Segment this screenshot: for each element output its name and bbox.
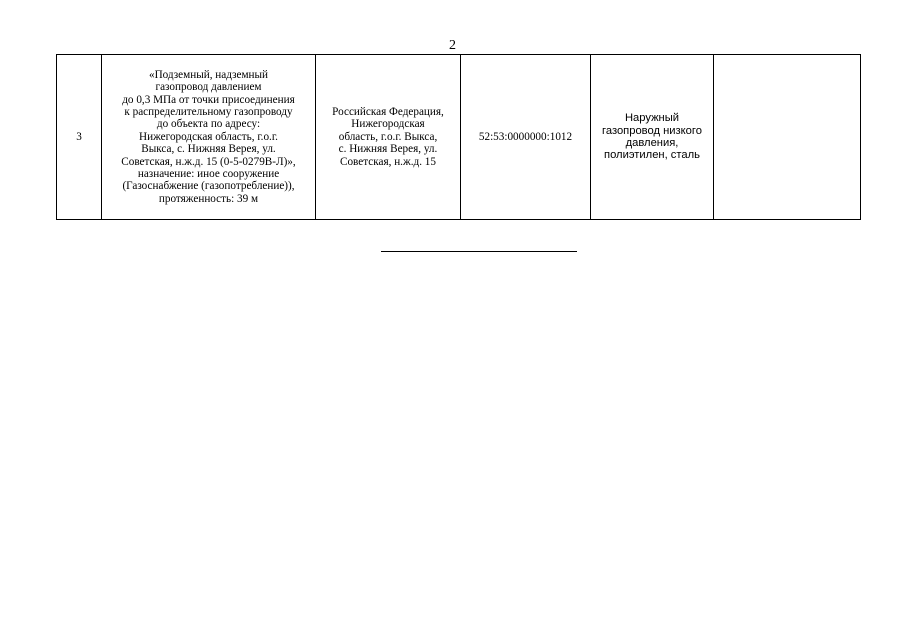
empty-cell	[714, 55, 861, 220]
address-line: с. Нижняя Верея, ул.	[338, 143, 438, 156]
address-line: Российская Федерация,	[332, 105, 444, 118]
address-line: Нижегородская	[351, 118, 425, 131]
address-cell	[316, 55, 461, 220]
closing-divider	[381, 251, 577, 252]
description-line: назначение: иное сооружение	[137, 168, 280, 181]
row-number-cell: 3	[57, 55, 102, 220]
characteristics-line: полиэтилен, сталь	[604, 149, 700, 162]
description-line: до объекта по адресу:	[156, 118, 261, 131]
address-line: область, г.о.г. Выкса,	[338, 130, 438, 143]
description-line: «Подземный, надземный	[148, 68, 269, 81]
cadastral-number-cell: 52:53:0000000:1012	[461, 55, 591, 220]
object-description-cell	[102, 55, 316, 220]
characteristics-line: Наружный	[624, 112, 680, 125]
page-number: 2	[449, 38, 456, 53]
description-line: к распределительному газопроводу	[124, 105, 293, 118]
characteristics-cell	[591, 55, 714, 220]
description-line: протяженность: 39 м	[158, 192, 259, 205]
description-line: до 0,3 МПа от точки присоединения	[122, 93, 295, 106]
description-line: (Газоснабжение (газопотребление)),	[122, 180, 295, 193]
characteristics-line: давления,	[625, 137, 679, 149]
description-line: Нижегородская область, г.о.г.	[139, 130, 278, 143]
description-line: Выкса, с. Нижняя Верея, ул.	[141, 143, 276, 156]
description-line: Советская, н.ж.д. 15 (0-5-0279В-Л)»,	[121, 155, 296, 168]
description-line: газопровод давлением	[155, 81, 262, 94]
characteristics-line: газопровод низкого	[602, 124, 702, 137]
object-table	[56, 54, 861, 220]
table-row	[57, 55, 861, 220]
address-line: Советская, н.ж.д. 15	[340, 155, 436, 168]
